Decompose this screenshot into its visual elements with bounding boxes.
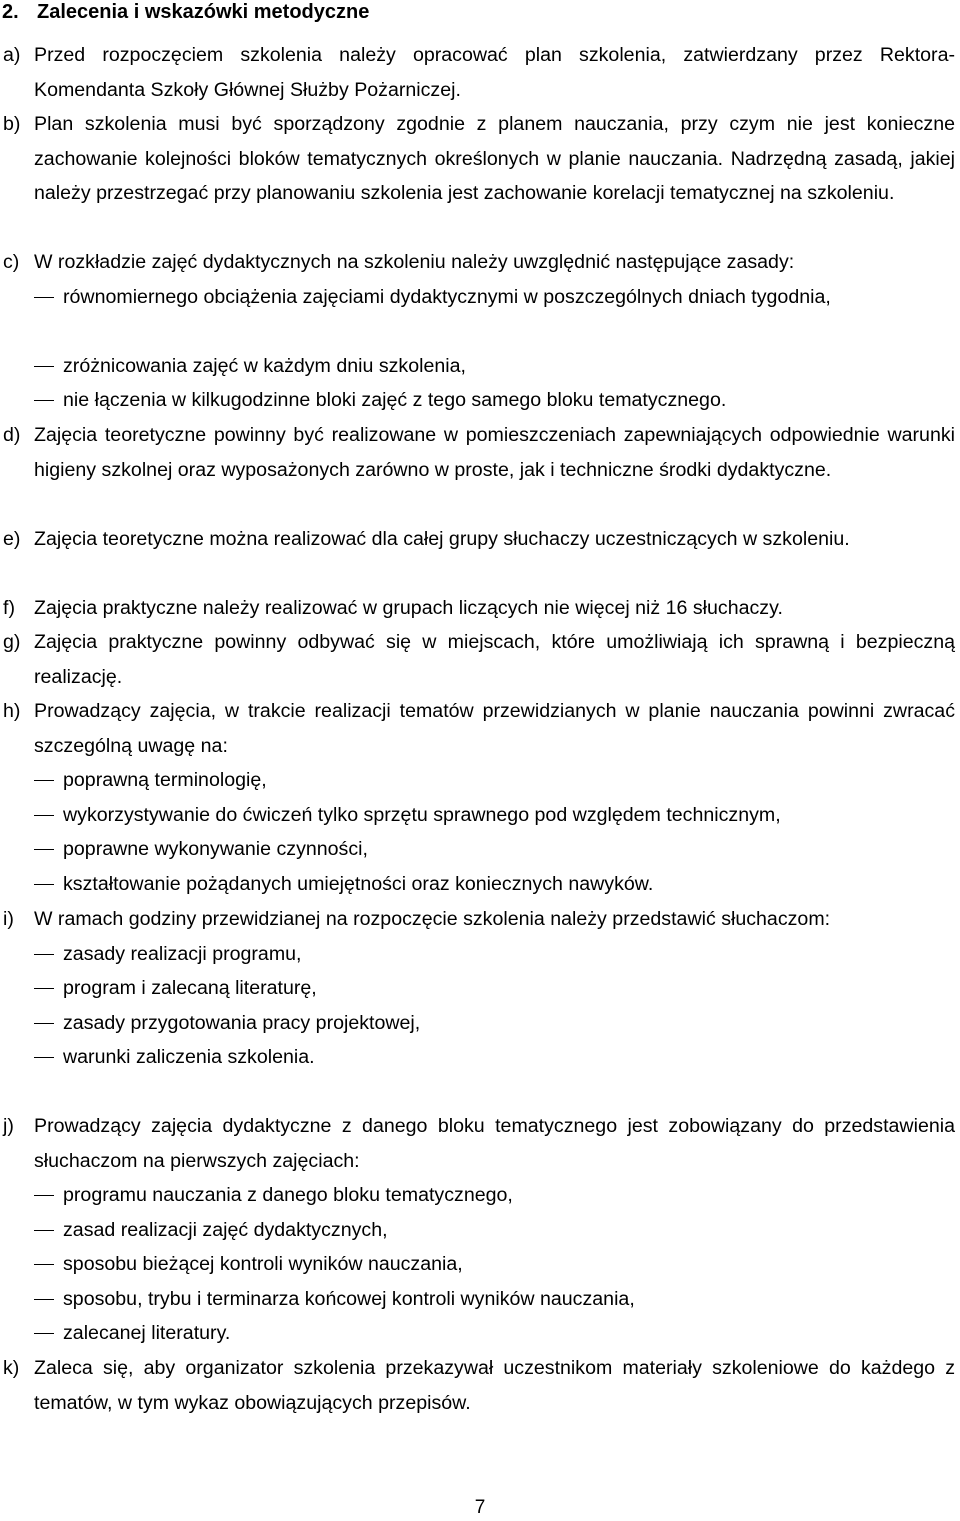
item-text: Zajęcia teoretyczne można realizować dla całej grupy słuchaczy uczestniczących w szkoleniu. [34, 528, 850, 550]
dash-bullet-icon [34, 954, 54, 955]
dash-bullet-icon [34, 988, 54, 989]
sub-bullet [34, 280, 955, 349]
item-label: b) [3, 113, 21, 135]
sub-bullet [34, 1213, 955, 1248]
sub-bullet [34, 832, 955, 867]
item-text: Zaleca się, aby organizator szkolenia przekazywał uczestnikom materiały szkoleniowe do każdego z tematów, w tym wykaz obowiązujących przepisów. [34, 1357, 955, 1414]
dash-bullet-icon [34, 815, 54, 816]
item-label: e) [3, 528, 21, 550]
sub-bullet-text: równomiernego obciążenia zajęciami dydaktycznymi w poszczególnych dniach tygodnia, [63, 285, 831, 308]
item-text: Plan szkolenia musi być sporządzony zgodnie z planem nauczania, przy czym nie jest konieczne zachowanie kolejności bloków tematycznych określonych w planie nauczania. Nadrzędną zasadą, jakiej należy przestrzegać przy planowaniu szkolenia jest zachowanie korelacji tematycznej na szkoleniu. [34, 113, 955, 204]
item-text: W rozkładzie zajęć dydaktycznych na szkoleniu należy uwzględnić następujące zasady: [34, 251, 795, 273]
item-text: Zajęcia praktyczne powinny odbywać się w miejscach, które umożliwiają ich sprawną i bezpieczną realizację. [34, 631, 955, 688]
sub-bullet-text: zasad realizacji zajęć dydaktycznych, [63, 1218, 388, 1241]
dash-bullet-icon [34, 366, 54, 367]
sub-bullet-text: warunki zaliczenia szkolenia. [63, 1046, 315, 1068]
sub-bullet [34, 383, 955, 418]
item-text: Prowadzący zajęcia dydaktyczne z danego bloku tematycznego jest zobowiązany do przedstawienia słuchaczom na pierwszych zajęciach: [34, 1115, 955, 1172]
sub-bullet-text: program i zalecaną literaturę, [63, 977, 317, 999]
page-number: 7 [474, 1497, 486, 1518]
section-number: 2. [2, 1, 19, 23]
sub-bullet-text: poprawną terminologię, [63, 769, 267, 791]
dash-bullet-icon [34, 1299, 54, 1300]
item-label: j) [3, 1115, 14, 1137]
item-text: Prowadzący zajęcia, w trakcie realizacji tematów przewidzianych w planie nauczania powinni zwracać szczególną uwagę na: [34, 700, 955, 757]
item-text: Przed rozpoczęciem szkolenia należy opracować plan szkolenia, zatwierdzany przez Rektora-Komendanta Szkoły Głównej Służby Pożarniczej. [34, 44, 955, 101]
item-label: c) [3, 251, 20, 273]
item-label: a) [3, 44, 21, 66]
dash-bullet-icon [34, 1195, 54, 1196]
dash-bullet-icon [34, 849, 54, 850]
sub-bullet-text: programu nauczania z danego bloku tematycznego, [63, 1184, 513, 1206]
item-text: Zajęcia teoretyczne powinny być realizowane w pomieszczeniach zapewniających odpowiednie warunki higieny szkolnej oraz wyposażonych zarówno w proste, jak i techniczne środki dydaktyczne. [34, 424, 955, 481]
dash-bullet-icon [34, 400, 54, 401]
sub-bullet [34, 867, 955, 902]
sub-bullet [34, 971, 955, 1006]
sub-bullet-text: zasady przygotowania pracy projektowej, [63, 1011, 421, 1034]
item-label: i) [3, 908, 14, 930]
sub-bullet [34, 763, 955, 798]
sub-bullet-text: sposobu bieżącej kontroli wyników nauczania, [63, 1253, 463, 1275]
sub-bullet [34, 349, 955, 384]
item-text: W ramach godziny przewidzianej na rozpoczęcie szkolenia należy przedstawić słuchaczom: [34, 908, 831, 930]
sub-bullet [34, 1247, 955, 1282]
sub-bullet-text: nie łączenia w kilkugodzinne bloki zajęć z tego samego bloku tematycznego. [63, 389, 727, 411]
sub-bullet-text: wykorzystywanie do ćwiczeń tylko sprzętu sprawnego pod względem technicznym, [63, 803, 781, 826]
section-title: Zalecenia i wskazówki metodyczne [37, 1, 370, 23]
sub-bullet-text: zróżnicowania zajęć w każdym dniu szkolenia, [63, 354, 466, 377]
sub-bullet-text: sposobu, trybu i terminarza końcowej kontroli wyników nauczania, [63, 1287, 635, 1310]
item-text: Zajęcia praktyczne należy realizować w grupach liczących nie więcej niż 16 słuchaczy. [34, 597, 783, 619]
sub-bullet-text: poprawne wykonywanie czynności, [63, 838, 368, 860]
dash-bullet-icon [34, 1264, 54, 1265]
dash-bullet-icon [34, 297, 54, 298]
sub-bullet-text: zalecanej literatury. [63, 1322, 231, 1344]
sub-bullet [34, 937, 955, 972]
sub-bullet-text: kształtowanie pożądanych umiejętności oraz koniecznych nawyków. [63, 872, 654, 895]
sub-bullet-text: zasady realizacji programu, [63, 942, 302, 965]
sub-bullet [34, 1040, 955, 1075]
item-label: k) [3, 1357, 20, 1379]
dash-bullet-icon [34, 1333, 54, 1334]
dash-bullet-icon [34, 780, 54, 781]
dash-bullet-icon [34, 1023, 54, 1024]
item-label: d) [3, 424, 21, 446]
item-label: h) [3, 700, 21, 722]
sub-bullet [34, 1006, 955, 1041]
dash-bullet-icon [34, 884, 54, 885]
item-label: g) [3, 631, 21, 653]
sub-bullet [34, 1316, 955, 1351]
sub-bullet [34, 1282, 955, 1317]
dash-bullet-icon [34, 1230, 54, 1231]
item-label: f) [3, 597, 15, 619]
sub-bullet [34, 798, 955, 833]
dash-bullet-icon [34, 1057, 54, 1058]
sub-bullet [34, 1178, 955, 1213]
